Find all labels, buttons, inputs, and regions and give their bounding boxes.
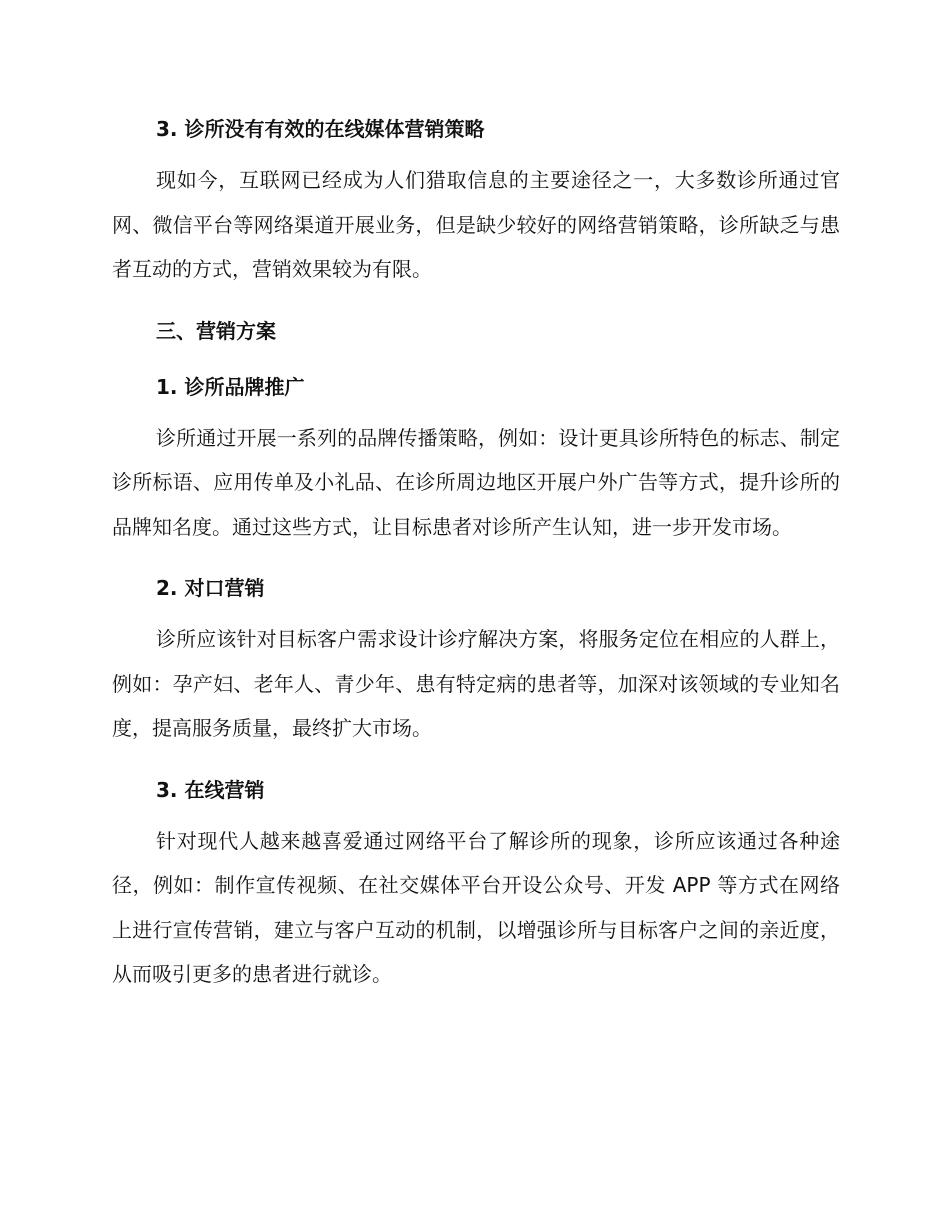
chapter-heading-marketing-plan: 三、营销方案 bbox=[156, 318, 276, 343]
section-paragraph-online-marketing: 针对现代人越来越喜爱通过网络平台了解诊所的现象，诊所应该通过各种途径，例如：制作宣传视频、在社交媒体平台开设公众号、开发 APP 等方式在网络上进行宣传营销，建立与客户互动的机制，以增强诊所与目标客户之间的亲近度，从而吸引更多的患者进行就诊。 bbox=[112, 828, 840, 986]
section-paragraph-online-media: 现如今，互联网已经成为人们猎取信息的主要途径之一，大多数诊所通过官网、微信平台等网络渠道开展业务，但是缺少较好的网络营销策略，诊所缺乏与患者互动的方式，营销效果较为有限。 bbox=[112, 168, 840, 281]
section-heading-online-media: 3. 诊所没有有效的在线媒体营销策略 bbox=[156, 117, 485, 141]
section-heading-targeted-marketing: 2. 对口营销 bbox=[156, 576, 265, 600]
document-body bbox=[112, 112, 840, 997]
section-paragraph-brand-promotion: 诊所通过开展一系列的品牌传播策略，例如：设计更具诊所特色的标志、制定诊所标语、应用传单及小礼品、在诊所周边地区开展户外广告等方式，提升诊所的品牌知名度。通过这些方式，让目标患者对诊所产生认知，进一步开发市场。 bbox=[112, 425, 840, 539]
section-heading-brand-promotion: 1. 诊所品牌推广 bbox=[156, 374, 305, 399]
section-paragraph-targeted-marketing: 诊所应该针对目标客户需求设计诊疗解决方案，将服务定位在相应的人群上，例如：孕产妇、老年人、青少年、患有特定病的患者等，加深对该领域的专业知名度，提高服务质量，最终扩大市场。 bbox=[112, 627, 840, 740]
section-heading-online-marketing: 3. 在线营销 bbox=[156, 777, 265, 802]
